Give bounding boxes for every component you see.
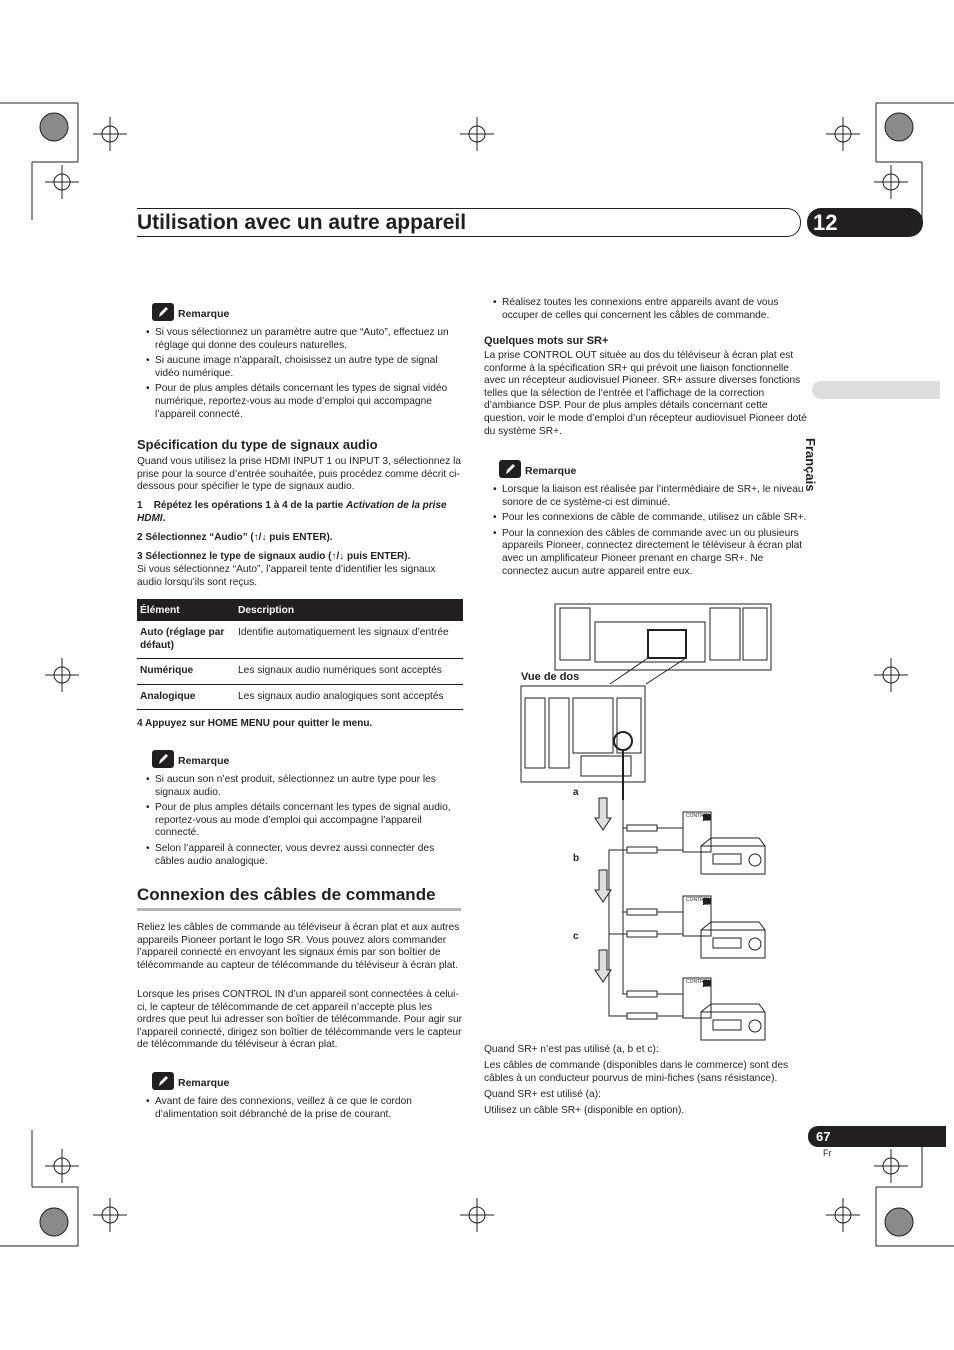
list-item: • Lorsque la liaison est réalisée par l’intermédiaire de SR+, le niveau sonore de ce système-ci est diminué.: [493, 484, 809, 509]
note-list: [493, 484, 809, 581]
note-title: Remarque: [178, 1077, 230, 1089]
table-cell: Identifie automatiquement les signaux d’entrée: [235, 621, 463, 659]
note-title: Remarque: [178, 308, 230, 320]
caption: Quand SR+ est utilisé (a):: [484, 1089, 601, 1100]
diagram-label-a: a: [573, 787, 579, 798]
paragraph: Quand vous utilisez la prise HDMI INPUT 1 ou INPUT 3, sélectionnez la prise pour la source d’entrée souhaitée, puis procédez comme décrit ci-dessous pour spécifier le type de signaux audio.: [137, 456, 462, 493]
intro-list: [493, 297, 809, 325]
language-tab: [812, 381, 940, 399]
diagram-label-c: c: [573, 931, 579, 942]
table-row: [137, 684, 463, 710]
table-cell: Numérique: [137, 659, 235, 685]
caption: Les câbles de commande (disponibles dans le commerce) sont des câbles à un conducteur pourvus de mini-fiches (sans résistance).: [484, 1060, 789, 1084]
chapter-number: 12: [813, 210, 838, 235]
paragraph: La prise CONTROL OUT située au dos du téléviseur à écran plat est conforme à la spécification SR+ qui prévoit une liaison fonctionnelle avec un récepteur audiovisuel Pioneer. SR+ assure diverses fonctions telles que la sélection de l’entrée et l’affichage de la correction d’ambiance DSP. Pour de plus amples détails concernant cette question, voir le mode d’emploi d’un récepteur audiovisuel Pioneer doté du système SR+.: [484, 350, 807, 437]
table-row: [137, 621, 463, 659]
list-item: • Pour la connexion des câbles de commande avec un ou plusieurs appareils Pioneer, connectez directement le téléviseur à écran plat avec un amplificateur Pioneer prenant en charge SR+. Ne connectez aucun autre appareil entre eux.: [493, 528, 809, 578]
list-item: • Pour de plus amples détails concernant les types de signal vidéo numérique, reportez-vous au mode d’emploi qui accompagne l’appareil connecté.: [146, 383, 464, 421]
sr-logo: SR: [704, 986, 711, 992]
list-item: • Si aucun son n’est produit, sélectionnez un autre type pour les signaux audio.: [146, 774, 464, 799]
paragraph: Reliez les câbles de commande au téléviseur à écran plat et aux autres appareils Pioneer portant le logo SR. Vous pouvez alors commander l’appareil connecté en envoyant les signaux émis par son boîtier de télécommande au capteur de télécommande du téléviseur à écran plat.: [137, 922, 460, 971]
note-list: [146, 774, 464, 871]
note-icon: [152, 303, 174, 321]
table-cell: Analogique: [137, 684, 235, 710]
list-item: • Selon l’appareil à connecter, vous devrez aussi connecter des câbles audio analogique.: [146, 843, 464, 868]
paragraph: Lorsque les prises CONTROL IN d’un appareil sont connectées à celui-ci, le capteur de télécommande de cet appareil n’accepte plus les ordres que peut lui adresser son boîtier de télécommande. Pour agir sur l’appareil connecté, dirigez son boîtier de télécommande vers le capteur de télécommande du téléviseur à écran plat.: [137, 989, 463, 1051]
table-row: [137, 659, 463, 685]
list-item: • Réalisez toutes les connexions entre appareils avant de vous occuper de celles qui concernent les câbles de commande.: [493, 297, 809, 322]
page-language: Fr: [823, 1148, 832, 1158]
sr-logo: SR: [704, 820, 711, 826]
subsection-heading: Quelques mots sur SR+: [484, 335, 609, 347]
step-1: 1 Répétez les opérations 1 à 4 de la partie Activation de la prise HDMI.: [137, 500, 447, 524]
diagram-label-b: b: [573, 853, 580, 864]
note-title: Remarque: [178, 755, 230, 767]
note-icon: [499, 460, 521, 478]
list-item: • Avant de faire des connexions, veillez à ce que le cordon d’alimentation soit débranché de la prise de courant.: [146, 1096, 464, 1121]
section-rule: [137, 908, 461, 911]
language-label: Français: [803, 438, 818, 492]
note-list: [146, 327, 464, 424]
control-jack-label: CONTROL: [686, 979, 711, 985]
table-cell: Les signaux audio analogiques sont acceptés: [235, 684, 463, 710]
step-reference: Activation de la prise HDMI: [137, 500, 447, 524]
section-title: Connexion des câbles de commande: [137, 885, 436, 904]
audio-type-table: [137, 599, 463, 710]
connection-diagram: [515, 602, 775, 1042]
note-list: [146, 1096, 464, 1124]
page-title: Utilisation avec un autre appareil: [137, 211, 467, 234]
list-item: • Si aucune image n’apparaît, choisissez un autre type de signal vidéo numérique.: [146, 355, 464, 380]
table-cell: Auto (réglage par défaut): [137, 621, 235, 659]
step-3: 3 Sélectionnez le type de signaux audio (↑/↓ puis ENTER).: [137, 551, 411, 562]
list-item: • Pour les connexions de câble de commande, utilisez un câble SR+.: [493, 512, 809, 525]
note-icon: [152, 750, 174, 768]
sr-logo: SR: [704, 904, 711, 910]
page-number: 67: [816, 1129, 831, 1144]
note-title: Remarque: [525, 465, 577, 477]
table-header: Élément: [137, 599, 235, 621]
control-jack-label: CONTROL: [686, 813, 711, 819]
list-item: • Si vous sélectionnez un paramètre autre que “Auto”, effectuez un réglage qui donne des couleurs naturelles.: [146, 327, 464, 352]
section-heading: Spécification du type de signaux audio: [137, 437, 378, 452]
list-item: • Pour de plus amples détails concernant les types de signal audio, reportez-vous au mode d’emploi qui accompagne l’appareil connecté.: [146, 802, 464, 840]
caption: Quand SR+ n’est pas utilisé (a, b et c):: [484, 1044, 659, 1055]
note-icon: [152, 1072, 174, 1090]
control-jack-label: CONTROL: [686, 897, 711, 903]
table-header: Description: [235, 599, 463, 621]
step-text: Répétez les opérations 1 à 4 de la partie: [153, 500, 344, 511]
table-cell: Les signaux audio numériques sont acceptés: [235, 659, 463, 685]
step-number: 1: [137, 500, 143, 511]
caption: Utilisez un câble SR+ (disponible en option).: [484, 1105, 685, 1116]
step-2: 2 Sélectionnez “Audio” (↑/↓ puis ENTER).: [137, 532, 333, 543]
step-4: 4 Appuyez sur HOME MENU pour quitter le menu.: [137, 718, 373, 729]
rear-view-label: Vue de dos: [521, 671, 580, 683]
paragraph: Si vous sélectionnez “Auto”, l’appareil tente d’identifier les signaux audio lorsqu’ils sont reçus.: [137, 564, 436, 588]
